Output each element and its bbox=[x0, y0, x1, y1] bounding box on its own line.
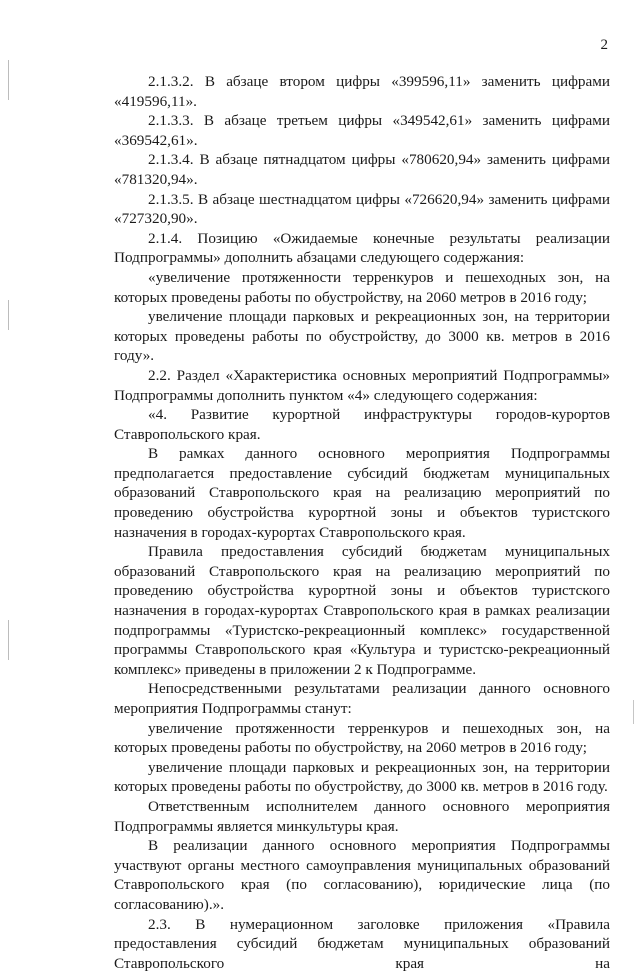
paragraph: «4. Развитие курортной инфраструктуры городов-курортов Ставропольского края. bbox=[114, 406, 610, 443]
paragraph: 2.1.3.3. В абзаце третьем цифры «349542,61» заменить цифрами «369542,61». bbox=[114, 112, 610, 149]
paragraph: 2.1.4. Позицию «Ожидаемые конечные результаты реализации Подпрограммы» дополнить абзацами следующего содержания: bbox=[114, 229, 610, 267]
paragraph: увеличение площади парковых и рекреационных зон, на территории которых проведены работы по обустройству, до 3000 кв. метров в 2016 году. bbox=[114, 758, 610, 796]
paragraph: В реализации данного основного мероприятия Подпрограммы участвуют органы местного самоуправления муниципальных образований Ставропольского края (по согласованию), юридические лица (по согласованию).». bbox=[114, 837, 610, 913]
scan-artifact bbox=[8, 60, 9, 100]
paragraph: увеличение протяженности терренкуров и пешеходных зон, на которых проведены работы по обустройству, на 2060 метров в 2016 году; bbox=[114, 719, 610, 757]
paragraph: 2.1.3.2. В абзаце втором цифры «399596,11» заменить цифрами «419596,11». bbox=[114, 73, 610, 110]
paragraph: 2.3. В нумерационном заголовке приложения «Правила предоставления субсидий бюджетам муниципальных образований Ставропольского края на bbox=[114, 915, 610, 972]
scan-artifact bbox=[633, 700, 634, 724]
scan-artifact bbox=[8, 300, 9, 330]
paragraph: 2.1.3.5. В абзаце шестнадцатом цифры «726620,94» заменить цифрами «727320,90». bbox=[114, 190, 610, 228]
paragraph: Правила предоставления субсидий бюджетам муниципальных образований Ставропольского края на реализацию мероприятий по проведению обустройства курортной зоны и объектов туристского назначения в городах-курортах Ставропольского края в рамках реализации подпрограммы «Туристско-рекреационный комплекс» государственной программы Ставропольского края «Культура и туристско-рекреационный комплекс» приведены в приложении 2 к Подпрограмме. bbox=[114, 543, 610, 678]
page-number: 2 bbox=[600, 37, 608, 53]
paragraph: Ответственным исполнителем данного основного мероприятия Подпрограммы является минкультуры края. bbox=[114, 797, 610, 835]
paragraph: «увеличение протяженности терренкуров и пешеходных зон, на которых проведены работы по обустройству, на 2060 метров в 2016 году; bbox=[114, 268, 610, 306]
paragraph: 2.1.3.4. В абзаце пятнадцатом цифры «780620,94» заменить цифрами «781320,94». bbox=[114, 151, 610, 188]
paragraph: увеличение площади парковых и рекреационных зон, на территории которых проведены работы по обустройству, до 3000 кв. метров в 2016 году». bbox=[114, 308, 610, 365]
paragraph: 2.2. Раздел «Характеристика основных мероприятий Подпрограммы» Подпрограммы дополнить пунктом «4» следующего содержания: bbox=[114, 366, 610, 404]
document-body bbox=[114, 72, 610, 973]
paragraph: В рамках данного основного мероприятия Подпрограммы предполагается предоставление субсидий бюджетам муниципальных образований Ставропольского края на реализацию мероприятий по проведению обустройства курортной зоны и объектов туристского назначения в городах-курортах Ставропольского края. bbox=[114, 445, 610, 541]
scan-artifact bbox=[8, 620, 9, 660]
paragraph: Непосредственными результатами реализации данного основного мероприятия Подпрограммы станут: bbox=[114, 680, 610, 717]
